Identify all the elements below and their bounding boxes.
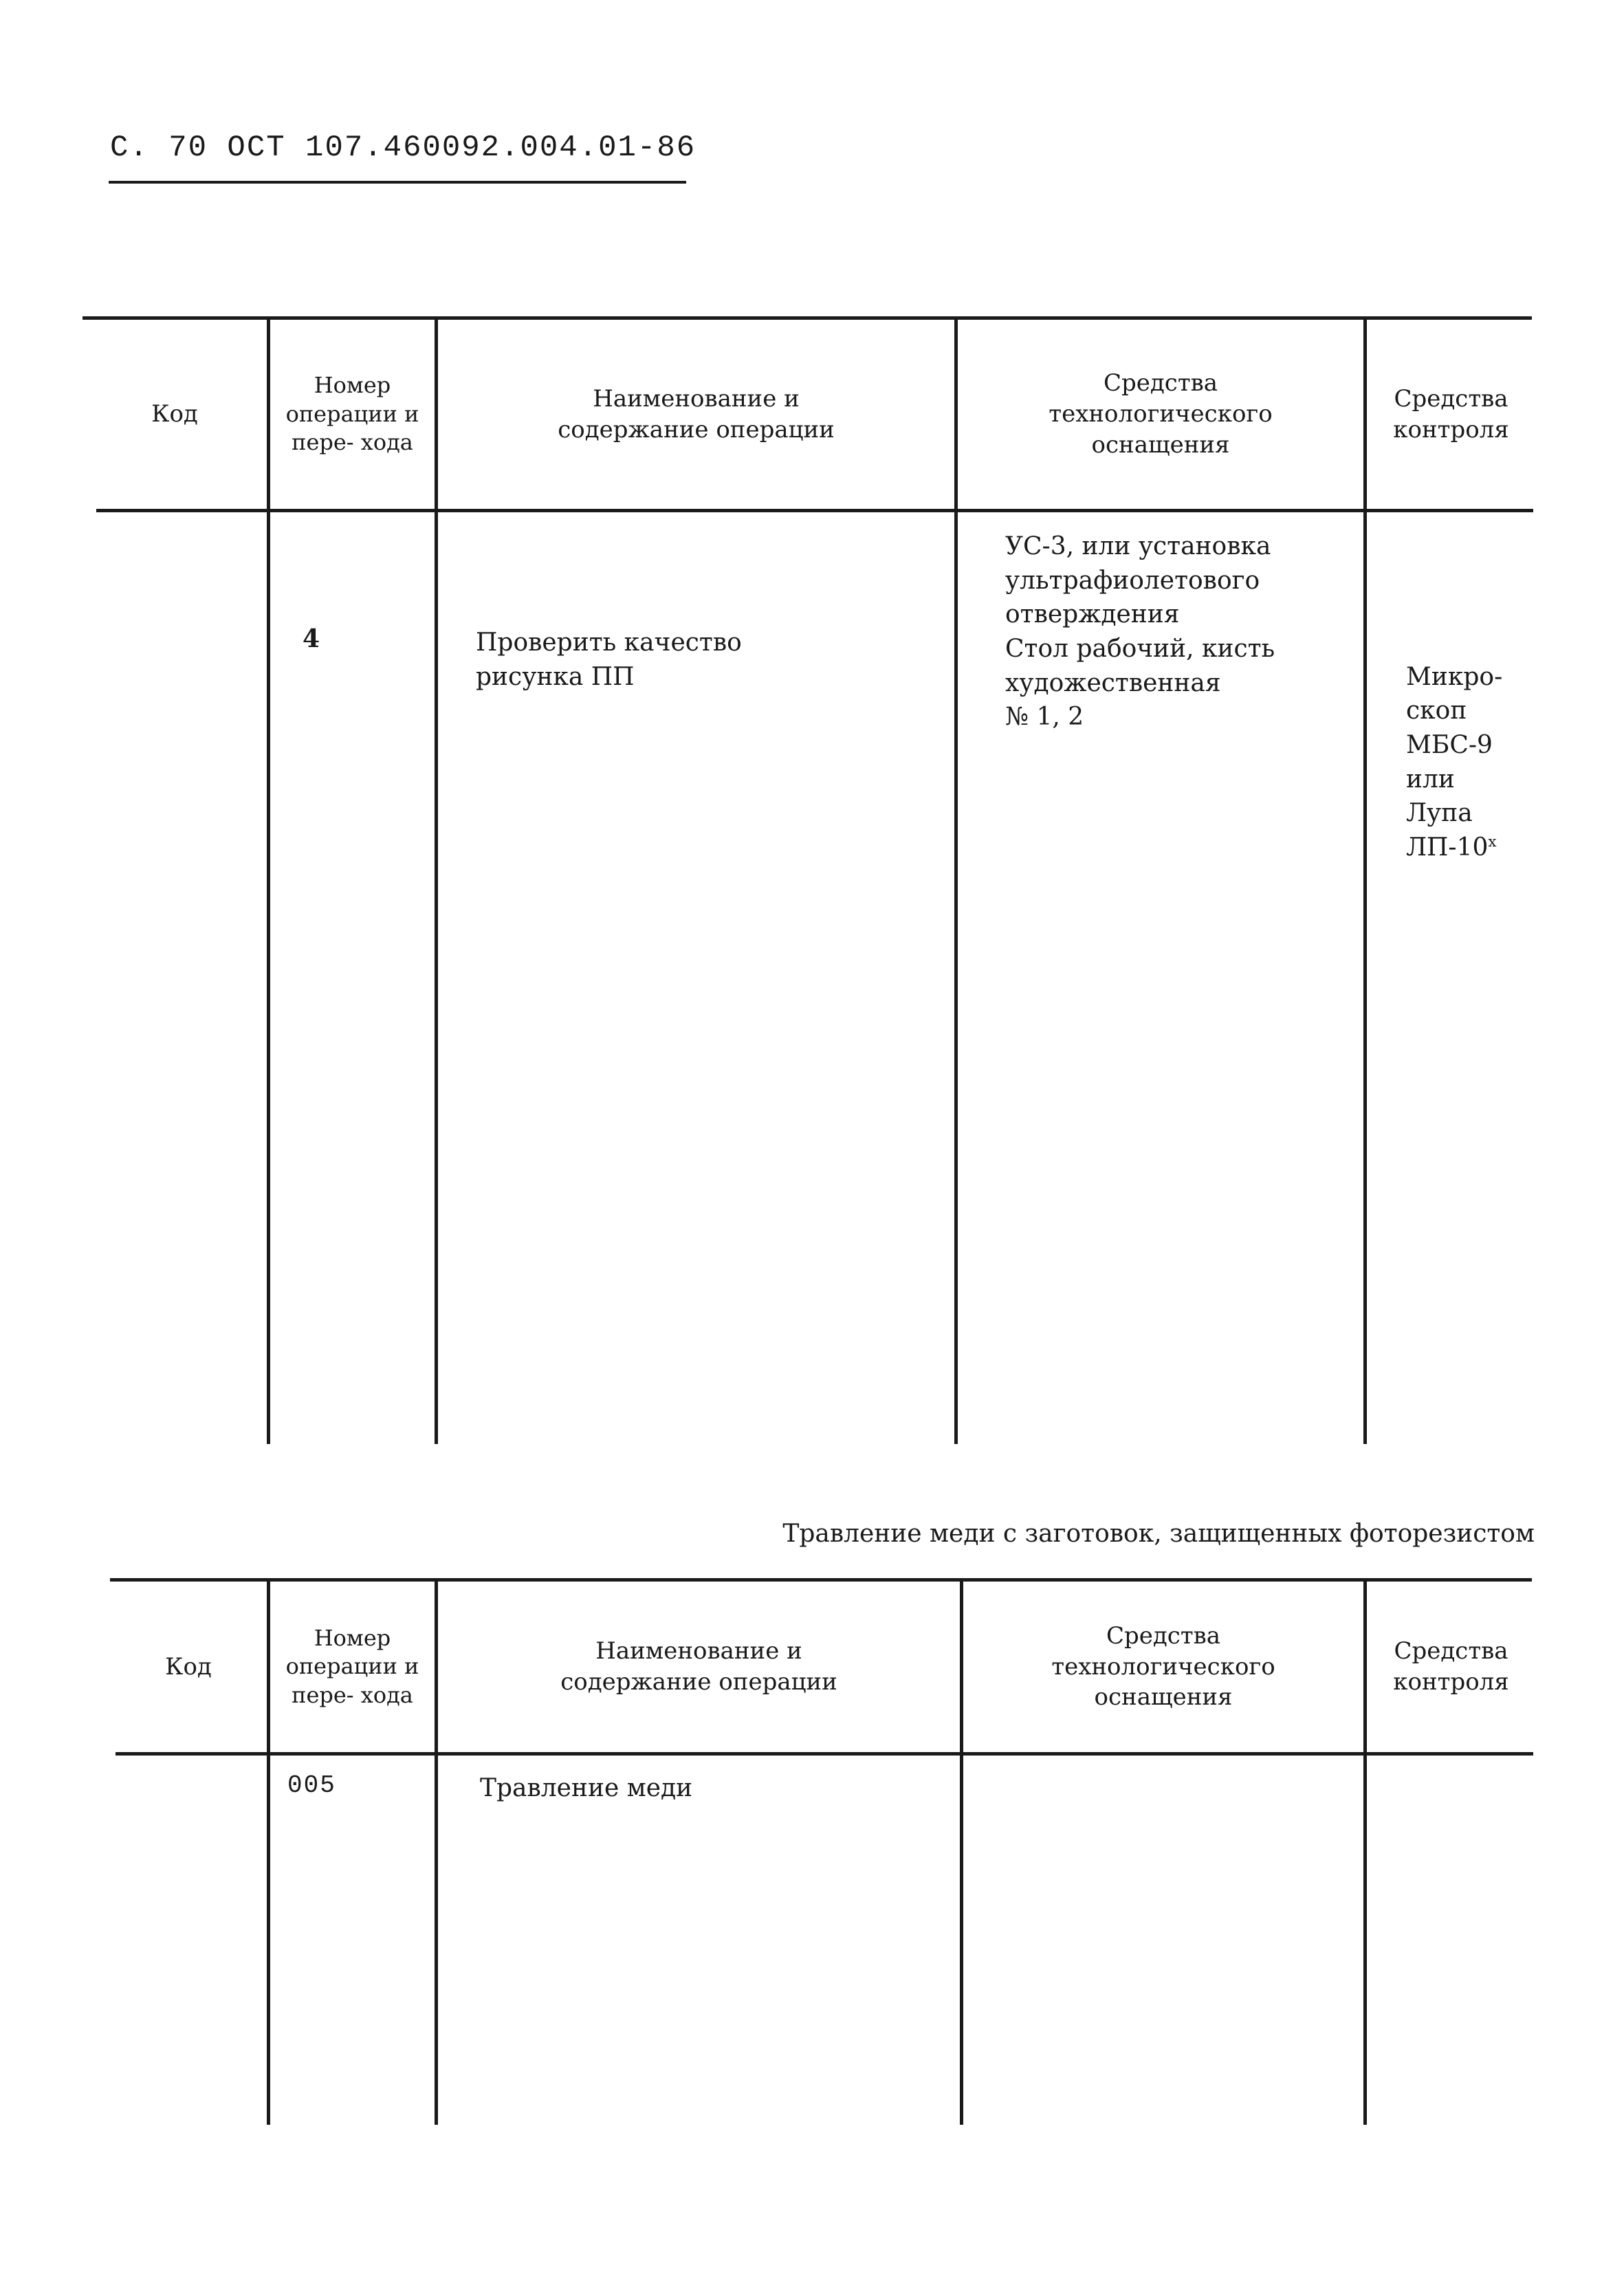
control-tools-footnote-mark: x: [1488, 833, 1497, 851]
header-op-name-label: Наименование и содержание операции: [560, 1637, 837, 1696]
table1-header-rule: [96, 509, 1533, 512]
header-op-number-label: Номер операции и пере- хода: [285, 1624, 419, 1708]
header-op-name-label: Наименование и содержание операции: [558, 384, 835, 444]
header-tech-tools-label: Средства технологического оснащения: [1051, 1621, 1275, 1712]
table2-header-control-tools: [1367, 1582, 1535, 1752]
table2-row-op-number: 005: [287, 1771, 336, 1800]
table1-header-control-tools: [1367, 320, 1535, 509]
header-tech-tools-label: Средства технологического оснащения: [1049, 369, 1273, 459]
document-header: С. 70 ОСТ 107.460092.004.01-86: [110, 131, 696, 165]
table2-header-code: [110, 1582, 267, 1752]
header-underline: [109, 181, 686, 184]
header-code-label: Код: [165, 1652, 212, 1681]
control-tools-text: Микро- скоп МБС-9 или Лупа ЛП-10: [1406, 662, 1503, 862]
table1-header-op-number: [270, 320, 435, 509]
header-code-label: Код: [151, 400, 198, 428]
header-op-number-label: Номер операции и пере- хода: [285, 372, 419, 456]
table2-header-rule: [116, 1752, 1533, 1756]
section-caption: Травление меди с заготовок, защищенных фоторезистом: [782, 1520, 1535, 1548]
header-control-tools-label: Средства контроля: [1393, 1637, 1509, 1696]
table2-row-op-name: Травление меди: [480, 1774, 693, 1802]
table1-header-tech-tools: [958, 320, 1363, 509]
table1-row-op-number: 4: [303, 624, 320, 653]
table2-header-tech-tools: [963, 1582, 1363, 1752]
table1-header-op-name: [438, 320, 954, 509]
table1-header-code: [83, 320, 267, 509]
table1-row-op-name: Проверить качество рисунка ПП: [476, 628, 742, 691]
table2-header-op-name: [438, 1582, 960, 1752]
table1-row-tech-tools: УС-3, или установка ультрафиолетового отверждения Стол рабочий, кисть художественная № 1, 2: [1005, 532, 1275, 732]
header-control-tools-label: Средства контроля: [1393, 384, 1509, 444]
table1-row-control-tools: [1406, 626, 1533, 865]
table2-header-op-number: [270, 1582, 435, 1752]
